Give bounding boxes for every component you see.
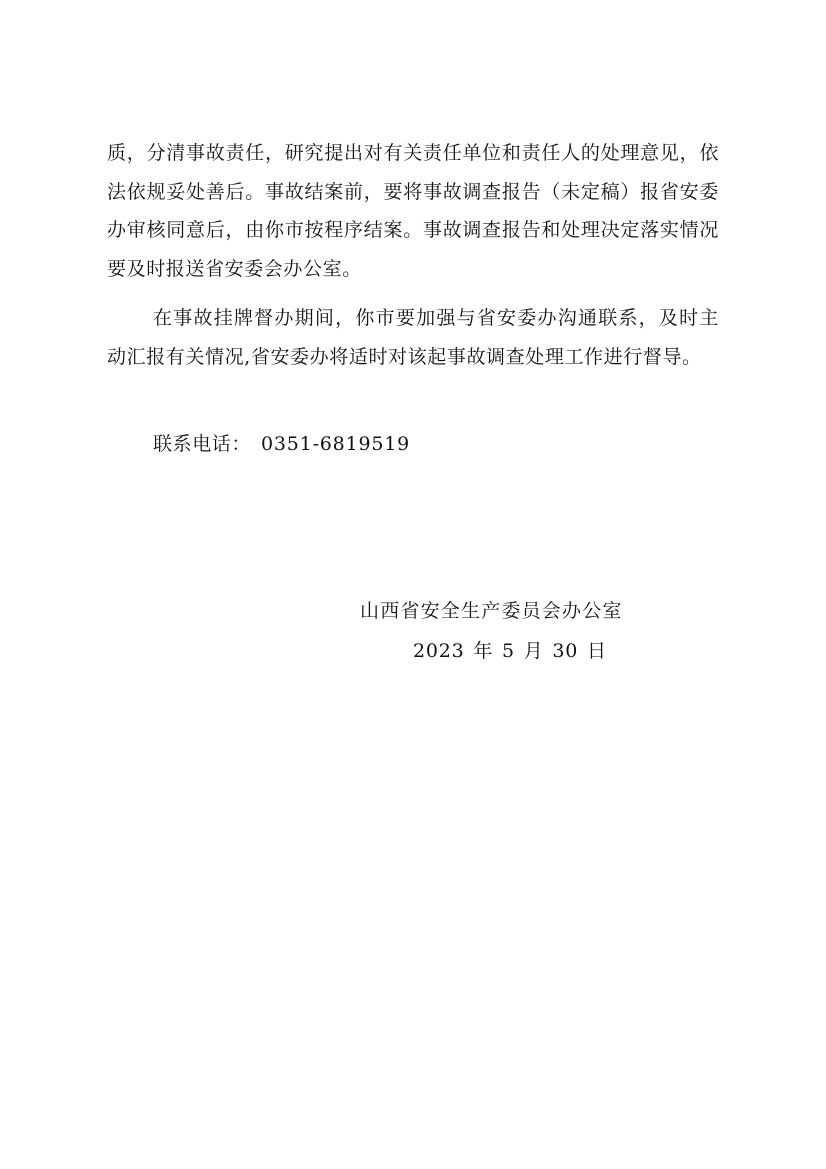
contact-phone-number: 0351-6819519 xyxy=(261,433,411,455)
signature-date: 2023 年 5 月 30 日 xyxy=(413,640,607,662)
contact-line xyxy=(153,425,410,463)
body-paragraph-2: 在事故挂牌督办期间，你市要加强与省安委办沟通联系，及时主动汇报有关情况,省安委办将适时对该起事故调查处理工作进行督导。 xyxy=(107,307,719,368)
contact-label: 联系电话： xyxy=(153,433,252,455)
body-paragraph-1: 质，分清事故责任，研究提出对有关责任单位和责任人的处理意见，依法依规妥处善后。事故结案前，要将事故调查报告（未定稿）报省安委办审核同意后，由你市按程序结案。事故调查报告和处理决定落实情况要及时报送省安委会办公室。 xyxy=(107,142,719,280)
signature-organization: 山西省安全生产委员会办公室 xyxy=(360,600,623,622)
